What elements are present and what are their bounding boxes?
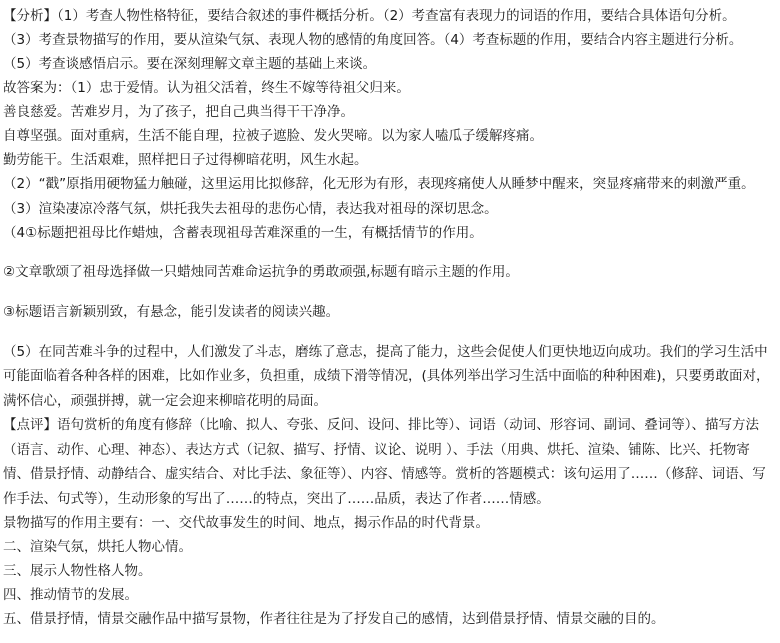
- answer-4-point-3: ③标题语言新颖别致，有悬念，能引发读者的阅读兴趣。: [3, 303, 340, 320]
- comment-paragraph: 【点评】语句赏析的角度有修辞（比喻、拟人、夸张、反问、设问、排比等）、词语（动词、形容词、副词、叠词等）、描写方法（语言、动作、心理、神态）、表达方式（记叙、描写、抒情、议论、说明 ）、手法（用典、烘托、渲染、铺陈、比兴、托物寄情、借景抒情、动静结合、虚实结合、对比手法、象征等）、内容、情感等。赏析的答题模式：该句运用了……（修辞、词语、写作手法、句式等），生动形象的写出了……的特点，突出了……品质，表达了作者……情感。: [3, 417, 766, 507]
- answer-1-kindness: 善良慈爱。苦难岁月，为了孩子，把自己典当得干干净净。: [3, 104, 354, 120]
- answer-2: （2）“戳”原指用硬物猛力触碰，这里运用比拟修辞，化无形为有形，表现疼痛使人从睡梦中醒来，突显疼痛带来的刺激严重。: [3, 176, 755, 192]
- scene-function-3: 三、展示人物性格人物。: [3, 563, 152, 579]
- answer-intro: 故答案为：（1）忠于爱情。认为祖父活着，终生不嫁等待祖父归来。: [3, 80, 410, 96]
- answer-1-dignity: 自尊坚强。面对重病，生活不能自理，拉被子遮脸、发火哭啼。以为家人嗑瓜子缓解疼痛。: [3, 128, 543, 144]
- answer-5: （5）在同苦难斗争的过程中，人们激发了斗志，磨练了意志，提高了能力，这些会促使人们更快地迈向成功。我们的学习生活中可能面临着各种各样的困难，比如作业多，负担重，成绩下滑等情况，(具体列举出学习生活中面临的种种困难)，只要勇敢面对，满怀信心，顽强拼搏，就一定会迎来柳暗花明的局面。: [3, 343, 770, 409]
- analysis-line-2: （3）考查景物描写的作用，要从渲染气氛、表现人物的感情的角度回答。（4）考查标题的作用，要结合内容主题进行分析。: [3, 32, 743, 48]
- answer-4-point-2: ②文章歌颂了祖母选择做一只蜡烛同苦难命运抗争的勇敢顽强,标题有暗示主题的作用。: [3, 263, 519, 280]
- analysis-line-1: 【分析】（1）考查人物性格特征，要结合叙述的事件概括分析。（2）考查富有表现力的词语的作用，要结合具体语句分析。: [3, 8, 736, 24]
- answer-3: （3）渲染凄凉冷落气氛，烘托我失去祖母的悲伤心情，表达我对祖母的深切思念。: [3, 200, 498, 217]
- answer-4-point-1: （4①标题把祖母比作蜡烛，含蓄表现祖母苦难深重的一生，有概括情节的作用。: [3, 224, 483, 241]
- analysis-line-3: （5）考查谈感悟启示。要在深刻理解文章主题的基础上来谈。: [3, 56, 377, 72]
- scene-description-intro: 景物描写的作用主要有：一、交代故事发生的时间、地点，揭示作品的时代背景。: [3, 515, 489, 531]
- scene-function-5: 五、借景抒情，情景交融作品中描写景物，作者往往是为了抒发自己的感情，达到借景抒情、情景交融的目的。: [3, 611, 665, 627]
- answer-1-diligence: 勤劳能干。生活艰难，照样把日子过得柳暗花明，风生水起。: [3, 152, 368, 168]
- scene-function-4: 四、推动情节的发展。: [3, 587, 138, 603]
- scene-function-2: 二、渲染气氛，烘托人物心情。: [3, 539, 192, 555]
